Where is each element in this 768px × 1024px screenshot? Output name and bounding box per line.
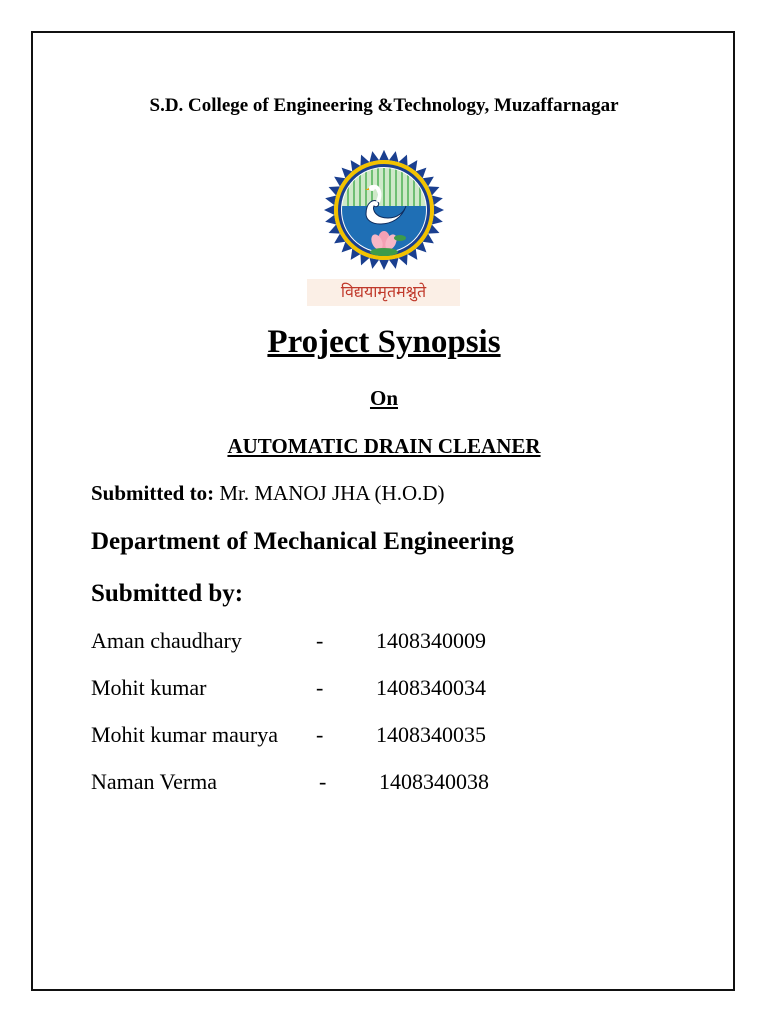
department: Department of Mechanical Engineering — [91, 528, 514, 555]
member-dash: - — [319, 769, 327, 794]
submitted-to-label: Submitted to: — [91, 481, 215, 505]
college-motto: विद्ययामृतमश्नुते — [307, 279, 460, 306]
submitted-by-heading: Submitted by: — [91, 580, 244, 607]
submitted-to-value: Mr. MANOJ JHA (H.O.D) — [214, 481, 445, 505]
project-name: AUTOMATIC DRAIN CLEANER — [227, 434, 541, 458]
member-dash: - — [316, 628, 324, 653]
member-name: Mohit kumar — [91, 675, 207, 700]
member-name: Mohit kumar maurya — [91, 722, 278, 747]
member-name: Aman chaudhary — [91, 628, 242, 653]
member-dash: - — [316, 675, 324, 700]
on-label: On — [369, 386, 398, 410]
member-name: Naman Verma — [91, 769, 218, 794]
college-name: S.D. College of Engineering &Technology, Muzaffarnagar — [149, 95, 619, 116]
member-dash: - — [316, 722, 324, 747]
document-title: Project Synopsis — [267, 324, 501, 360]
member-roll: 1408340009 — [376, 628, 486, 653]
member-roll: 1408340038 — [379, 769, 489, 794]
member-roll: 1408340035 — [376, 722, 486, 747]
member-roll: 1408340034 — [376, 675, 486, 700]
member-row — [91, 675, 651, 703]
member-row — [91, 628, 651, 656]
member-row — [91, 769, 651, 797]
college-emblem-icon — [322, 148, 446, 272]
submitted-to — [91, 481, 445, 506]
member-row — [91, 722, 651, 750]
